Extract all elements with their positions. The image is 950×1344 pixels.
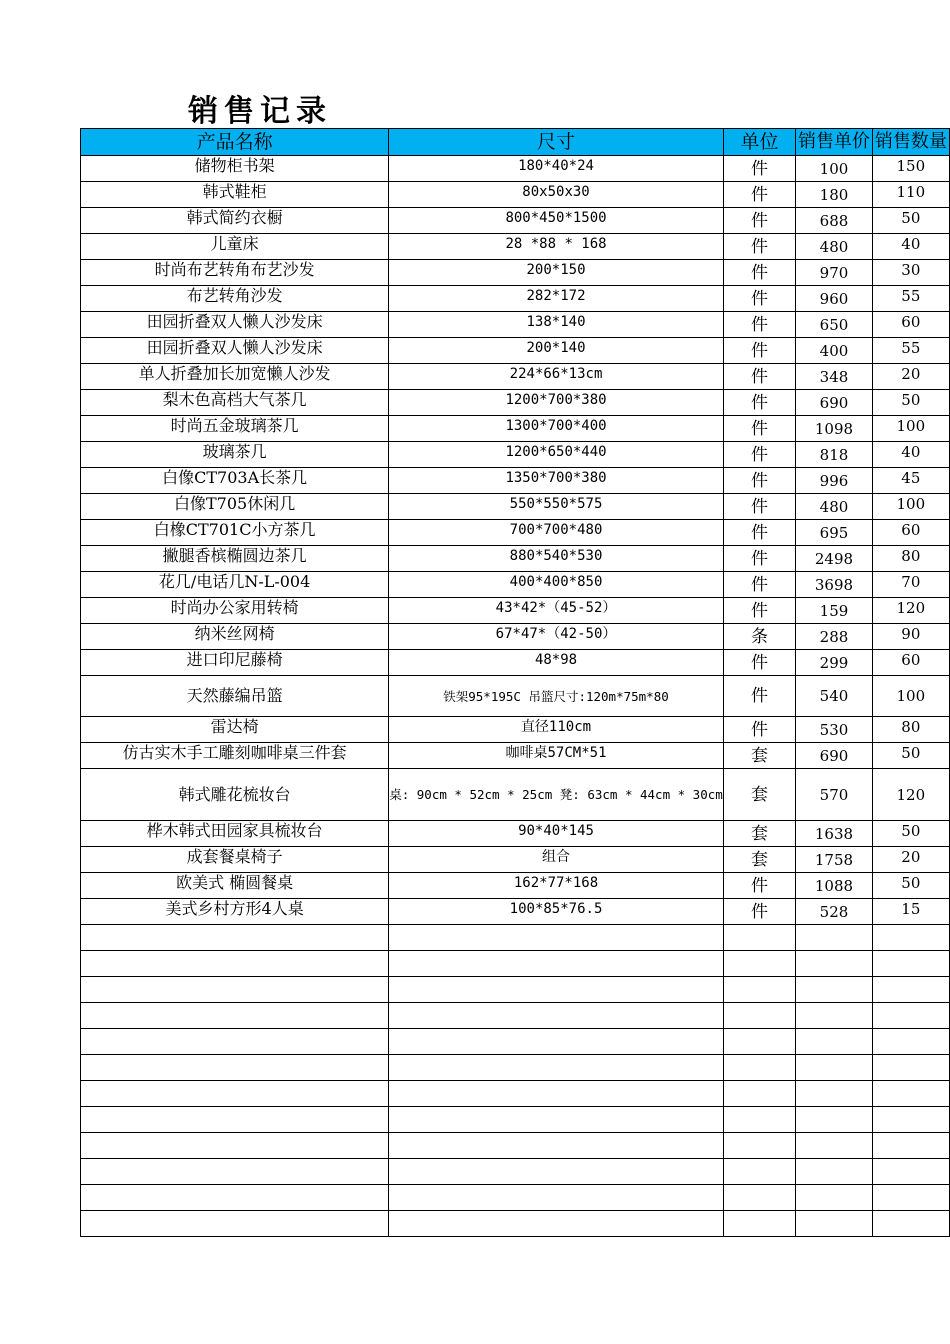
- empty-row: [81, 951, 950, 977]
- empty-cell: [796, 925, 872, 951]
- page-title: 销售记录: [188, 94, 332, 129]
- cell-size: 700*700*480: [389, 520, 724, 546]
- cell-unit: 件: [723, 286, 795, 312]
- cell-quantity: 50: [872, 873, 949, 899]
- cell-unit-price: 690: [796, 390, 872, 416]
- cell-unit-price: 530: [796, 717, 872, 743]
- cell-size: 90*40*145: [389, 821, 724, 847]
- empty-cell: [389, 1107, 724, 1133]
- cell-unit: 套: [723, 769, 795, 821]
- cell-size: 200*150: [389, 260, 724, 286]
- cell-unit-price: 818: [796, 442, 872, 468]
- cell-quantity: 100: [872, 676, 949, 717]
- cell-quantity: 150: [872, 156, 949, 182]
- empty-cell: [81, 977, 389, 1003]
- cell-product-name: 白橡CT701C小方茶几: [81, 520, 389, 546]
- cell-unit-price: 650: [796, 312, 872, 338]
- empty-cell: [872, 951, 949, 977]
- empty-cell: [81, 1029, 389, 1055]
- empty-cell: [723, 1003, 795, 1029]
- cell-product-name: 玻璃茶几: [81, 442, 389, 468]
- cell-size: 1300*700*400: [389, 416, 724, 442]
- empty-cell: [389, 1133, 724, 1159]
- table-row: [81, 182, 950, 208]
- table-row: [81, 899, 950, 925]
- empty-row: [81, 1159, 950, 1185]
- cell-unit: 件: [723, 234, 795, 260]
- cell-unit: 件: [723, 338, 795, 364]
- cell-unit-price: 540: [796, 676, 872, 717]
- cell-quantity: 80: [872, 546, 949, 572]
- cell-unit: 件: [723, 598, 795, 624]
- cell-product-name: 时尚办公家用转椅: [81, 598, 389, 624]
- empty-cell: [796, 977, 872, 1003]
- cell-quantity: 55: [872, 338, 949, 364]
- cell-quantity: 100: [872, 494, 949, 520]
- empty-cell: [872, 1081, 949, 1107]
- cell-unit: 件: [723, 899, 795, 925]
- empty-cell: [796, 1211, 872, 1237]
- table-row: [81, 650, 950, 676]
- cell-quantity: 120: [872, 598, 949, 624]
- cell-unit-price: 695: [796, 520, 872, 546]
- table-row: [81, 676, 950, 717]
- empty-cell: [796, 1055, 872, 1081]
- cell-unit: 件: [723, 650, 795, 676]
- empty-cell: [723, 925, 795, 951]
- cell-unit: 条: [723, 624, 795, 650]
- empty-cell: [723, 977, 795, 1003]
- cell-quantity: 60: [872, 520, 949, 546]
- empty-cell: [872, 977, 949, 1003]
- table-row: [81, 743, 950, 769]
- empty-cell: [389, 925, 724, 951]
- cell-unit-price: 1758: [796, 847, 872, 873]
- cell-product-name: 美式乡村方形4人桌: [81, 899, 389, 925]
- empty-cell: [723, 951, 795, 977]
- empty-cell: [389, 977, 724, 1003]
- empty-row: [81, 1185, 950, 1211]
- cell-quantity: 90: [872, 624, 949, 650]
- table-row: [81, 598, 950, 624]
- empty-cell: [81, 1185, 389, 1211]
- cell-unit: 件: [723, 364, 795, 390]
- empty-cell: [723, 1081, 795, 1107]
- cell-quantity: 50: [872, 821, 949, 847]
- cell-product-name: 雷达椅: [81, 717, 389, 743]
- empty-cell: [389, 1029, 724, 1055]
- cell-unit-price: 180: [796, 182, 872, 208]
- cell-unit-price: 159: [796, 598, 872, 624]
- cell-unit-price: 348: [796, 364, 872, 390]
- cell-size: 直径110cm: [389, 717, 724, 743]
- cell-size: 180*40*24: [389, 156, 724, 182]
- empty-cell: [723, 1029, 795, 1055]
- table-row: [81, 442, 950, 468]
- cell-quantity: 40: [872, 234, 949, 260]
- cell-size: 48*98: [389, 650, 724, 676]
- cell-unit-price: 996: [796, 468, 872, 494]
- empty-cell: [796, 951, 872, 977]
- empty-row: [81, 925, 950, 951]
- cell-size: 1350*700*380: [389, 468, 724, 494]
- cell-size: 800*450*1500: [389, 208, 724, 234]
- cell-unit-price: 400: [796, 338, 872, 364]
- table-row: [81, 821, 950, 847]
- cell-unit: 件: [723, 312, 795, 338]
- cell-unit-price: 3698: [796, 572, 872, 598]
- cell-size: 80x50x30: [389, 182, 724, 208]
- table-row: [81, 468, 950, 494]
- table-row: [81, 156, 950, 182]
- cell-quantity: 20: [872, 364, 949, 390]
- cell-product-name: 梨木色高档大气茶几: [81, 390, 389, 416]
- empty-cell: [81, 1159, 389, 1185]
- cell-size: 67*47*（42-50）: [389, 624, 724, 650]
- header-row: [81, 129, 950, 156]
- cell-size: 162*77*168: [389, 873, 724, 899]
- empty-cell: [81, 925, 389, 951]
- empty-cell: [723, 1055, 795, 1081]
- table-row: [81, 390, 950, 416]
- table-body: [81, 156, 950, 1237]
- cell-product-name: 白像T705休闲几: [81, 494, 389, 520]
- table-row: [81, 847, 950, 873]
- empty-cell: [872, 1133, 949, 1159]
- empty-cell: [796, 1029, 872, 1055]
- cell-size: 550*550*575: [389, 494, 724, 520]
- cell-unit-price: 1098: [796, 416, 872, 442]
- empty-cell: [872, 1211, 949, 1237]
- empty-cell: [796, 1003, 872, 1029]
- empty-cell: [81, 1211, 389, 1237]
- cell-product-name: 仿古实木手工雕刻咖啡桌三件套: [81, 743, 389, 769]
- empty-cell: [796, 1081, 872, 1107]
- empty-cell: [389, 1159, 724, 1185]
- empty-cell: [81, 1055, 389, 1081]
- cell-quantity: 70: [872, 572, 949, 598]
- cell-unit: 件: [723, 468, 795, 494]
- table-row: [81, 234, 950, 260]
- cell-unit-price: 1088: [796, 873, 872, 899]
- cell-unit-price: 970: [796, 260, 872, 286]
- empty-cell: [389, 1081, 724, 1107]
- empty-cell: [81, 1081, 389, 1107]
- cell-quantity: 50: [872, 390, 949, 416]
- cell-quantity: 50: [872, 743, 949, 769]
- cell-unit-price: 299: [796, 650, 872, 676]
- cell-unit: 件: [723, 520, 795, 546]
- empty-cell: [723, 1185, 795, 1211]
- cell-quantity: 55: [872, 286, 949, 312]
- empty-cell: [872, 1003, 949, 1029]
- cell-unit-price: 100: [796, 156, 872, 182]
- table-row: [81, 312, 950, 338]
- empty-cell: [796, 1107, 872, 1133]
- cell-size: 咖啡桌57CM*51: [389, 743, 724, 769]
- empty-cell: [872, 1029, 949, 1055]
- table-row: [81, 364, 950, 390]
- cell-product-name: 纳米丝网椅: [81, 624, 389, 650]
- empty-cell: [389, 1055, 724, 1081]
- cell-unit: 件: [723, 494, 795, 520]
- cell-unit: 件: [723, 208, 795, 234]
- cell-product-name: 撇腿香槟椭圆边茶几: [81, 546, 389, 572]
- cell-size: 138*140: [389, 312, 724, 338]
- cell-unit: 件: [723, 416, 795, 442]
- cell-quantity: 50: [872, 208, 949, 234]
- empty-cell: [872, 1055, 949, 1081]
- cell-product-name: 天然藤编吊篮: [81, 676, 389, 717]
- empty-cell: [796, 1185, 872, 1211]
- cell-quantity: 40: [872, 442, 949, 468]
- cell-quantity: 110: [872, 182, 949, 208]
- cell-unit: 件: [723, 546, 795, 572]
- empty-cell: [796, 1159, 872, 1185]
- cell-quantity: 80: [872, 717, 949, 743]
- empty-cell: [723, 1107, 795, 1133]
- cell-size: 100*85*76.5: [389, 899, 724, 925]
- cell-size: 28 *88 * 168: [389, 234, 724, 260]
- table-row: [81, 717, 950, 743]
- empty-row: [81, 977, 950, 1003]
- header-unit-price: 销售单价: [796, 129, 872, 156]
- empty-cell: [872, 1159, 949, 1185]
- table-row: [81, 873, 950, 899]
- cell-unit-price: 1638: [796, 821, 872, 847]
- cell-product-name: 欧美式 椭圆餐桌: [81, 873, 389, 899]
- empty-cell: [389, 1003, 724, 1029]
- cell-product-name: 成套餐桌椅子: [81, 847, 389, 873]
- table-row: [81, 260, 950, 286]
- table-row: [81, 546, 950, 572]
- cell-quantity: 45: [872, 468, 949, 494]
- cell-product-name: 时尚布艺转角布艺沙发: [81, 260, 389, 286]
- cell-unit: 件: [723, 182, 795, 208]
- cell-unit: 件: [723, 873, 795, 899]
- cell-size: 282*172: [389, 286, 724, 312]
- table-row: [81, 769, 950, 821]
- cell-unit: 件: [723, 390, 795, 416]
- cell-product-name: 白像CT703A长茶几: [81, 468, 389, 494]
- cell-product-name: 田园折叠双人懒人沙发床: [81, 312, 389, 338]
- cell-unit: 件: [723, 572, 795, 598]
- cell-size: 880*540*530: [389, 546, 724, 572]
- empty-row: [81, 1133, 950, 1159]
- cell-size: 1200*650*440: [389, 442, 724, 468]
- empty-cell: [81, 1133, 389, 1159]
- empty-row: [81, 1003, 950, 1029]
- cell-product-name: 儿童床: [81, 234, 389, 260]
- empty-cell: [872, 925, 949, 951]
- cell-unit: 件: [723, 717, 795, 743]
- cell-unit-price: 480: [796, 494, 872, 520]
- cell-quantity: 20: [872, 847, 949, 873]
- cell-size: 组合: [389, 847, 724, 873]
- cell-size: 400*400*850: [389, 572, 724, 598]
- cell-unit: 套: [723, 821, 795, 847]
- table-row: [81, 494, 950, 520]
- cell-product-name: 田园折叠双人懒人沙发床: [81, 338, 389, 364]
- cell-product-name: 桦木韩式田园家具梳妆台: [81, 821, 389, 847]
- cell-size: 224*66*13cm: [389, 364, 724, 390]
- empty-cell: [389, 951, 724, 977]
- cell-quantity: 120: [872, 769, 949, 821]
- empty-cell: [81, 1107, 389, 1133]
- empty-cell: [81, 1003, 389, 1029]
- header-size: 尺寸: [389, 129, 724, 156]
- empty-row: [81, 1081, 950, 1107]
- cell-unit-price: 288: [796, 624, 872, 650]
- cell-unit: 件: [723, 260, 795, 286]
- table-row: [81, 208, 950, 234]
- cell-unit-price: 528: [796, 899, 872, 925]
- cell-product-name: 韩式鞋柜: [81, 182, 389, 208]
- empty-row: [81, 1211, 950, 1237]
- cell-quantity: 60: [872, 312, 949, 338]
- cell-unit-price: 960: [796, 286, 872, 312]
- header-product-name: 产品名称: [81, 129, 389, 156]
- cell-unit: 套: [723, 743, 795, 769]
- cell-quantity: 15: [872, 899, 949, 925]
- cell-product-name: 花几/电话几N-L-004: [81, 572, 389, 598]
- cell-size: 桌: 90cm * 52cm * 25cm 凳: 63cm * 44cm * 30cm: [389, 769, 724, 821]
- table-row: [81, 572, 950, 598]
- cell-product-name: 储物柜书架: [81, 156, 389, 182]
- empty-cell: [389, 1211, 724, 1237]
- cell-size: 铁架95*195C 吊篮尺寸:120m*75m*80: [389, 676, 724, 717]
- cell-unit-price: 480: [796, 234, 872, 260]
- table-row: [81, 520, 950, 546]
- table-row: [81, 624, 950, 650]
- cell-unit-price: 2498: [796, 546, 872, 572]
- header-quantity: 销售数量: [872, 129, 949, 156]
- empty-cell: [872, 1185, 949, 1211]
- empty-row: [81, 1107, 950, 1133]
- empty-cell: [723, 1159, 795, 1185]
- cell-unit: 件: [723, 676, 795, 717]
- empty-row: [81, 1029, 950, 1055]
- cell-product-name: 布艺转角沙发: [81, 286, 389, 312]
- table-row: [81, 416, 950, 442]
- cell-size: 1200*700*380: [389, 390, 724, 416]
- empty-row: [81, 1055, 950, 1081]
- cell-unit-price: 688: [796, 208, 872, 234]
- empty-cell: [723, 1211, 795, 1237]
- cell-product-name: 进口印尼藤椅: [81, 650, 389, 676]
- cell-product-name: 时尚五金玻璃茶几: [81, 416, 389, 442]
- cell-size: 200*140: [389, 338, 724, 364]
- sales-table: [80, 128, 950, 1237]
- cell-unit-price: 570: [796, 769, 872, 821]
- empty-cell: [796, 1133, 872, 1159]
- cell-unit: 套: [723, 847, 795, 873]
- cell-quantity: 30: [872, 260, 949, 286]
- table-row: [81, 338, 950, 364]
- cell-product-name: 韩式雕花梳妆台: [81, 769, 389, 821]
- cell-quantity: 100: [872, 416, 949, 442]
- empty-cell: [81, 951, 389, 977]
- header-unit: 单位: [723, 129, 795, 156]
- empty-cell: [389, 1185, 724, 1211]
- cell-unit-price: 690: [796, 743, 872, 769]
- cell-size: 43*42*（45-52）: [389, 598, 724, 624]
- cell-quantity: 60: [872, 650, 949, 676]
- cell-unit: 件: [723, 442, 795, 468]
- cell-unit: 件: [723, 156, 795, 182]
- cell-product-name: 韩式简约衣橱: [81, 208, 389, 234]
- cell-product-name: 单人折叠加长加宽懒人沙发: [81, 364, 389, 390]
- empty-cell: [723, 1133, 795, 1159]
- empty-cell: [872, 1107, 949, 1133]
- table-row: [81, 286, 950, 312]
